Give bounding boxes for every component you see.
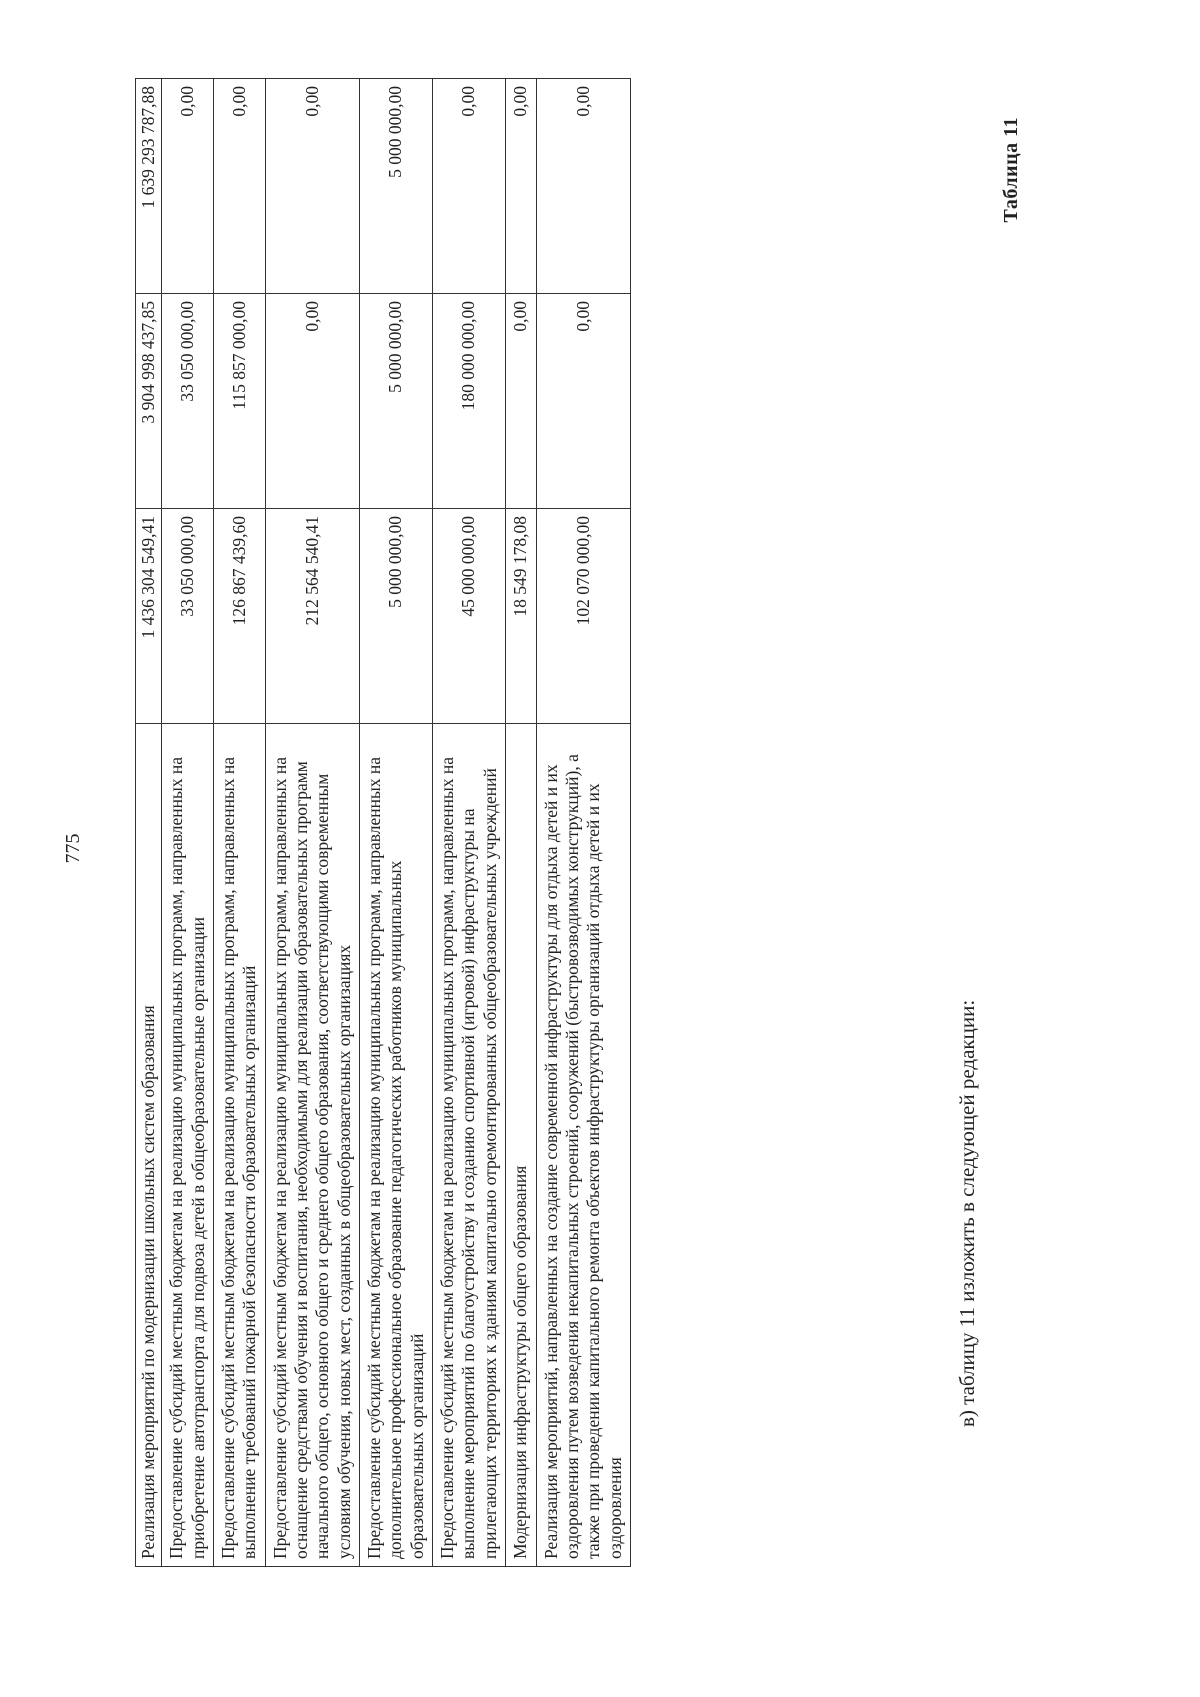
- amendment-intro-text: в) таблицу 11 изложить в следующей редакции:: [955, 999, 979, 1427]
- value-cell-2: 0,00: [536, 294, 630, 509]
- value-cell-3: 0,00: [506, 79, 536, 294]
- row-name-cell: Предоставление субсидий местным бюджетам на реализацию муниципальных программ, направленных на оснащение средствами обучения и воспитания, необходимыми для реализации образовательных программ начального общего, основного общего и среднего общего образования, соответствующими современным условиям обучения, новых мест, созданных в общеобразовательных организациях: [265, 724, 359, 1567]
- row-name-cell: Предоставление субсидий местным бюджетам на реализацию муниципальных программ, направленных на дополнительное профессиональное образование педагогических работников муниципальных образовательных организаций: [360, 724, 433, 1567]
- row-name-cell: Реализация мероприятий, направленных на создание современной инфраструктуры для отдыха детей и их оздоровления путем возведения некапитальных строений, сооружений (быстровозводимых конструкций), а также при проведении капитального ремонта объектов инфраструктуры организаций отдыха детей и их оздоровления: [536, 724, 630, 1567]
- value-cell-2: 33 050 000,00: [162, 294, 214, 509]
- value-cell-3: 0,00: [214, 79, 266, 294]
- value-cell-3: 5 000 000,00: [360, 79, 433, 294]
- row-name-cell: Предоставление субсидий местным бюджетам на реализацию муниципальных программ, направленных на приобретение автотранспорта для подвоза детей в общеобразовательные организации: [162, 724, 214, 1567]
- table-row: [214, 79, 266, 1567]
- table-row: [162, 79, 214, 1567]
- value-cell-1: 5 000 000,00: [360, 509, 433, 724]
- row-name-cell: Модернизация инфраструктуры общего образования: [506, 724, 536, 1567]
- value-cell-1: 1 436 304 549,41: [136, 509, 162, 724]
- value-cell-2: 180 000 000,00: [433, 294, 506, 509]
- value-cell-2: 5 000 000,00: [360, 294, 433, 509]
- value-cell-1: 102 070 000,00: [536, 509, 630, 724]
- value-cell-3: 0,00: [536, 79, 630, 294]
- value-cell-2: 115 857 000,00: [214, 294, 266, 509]
- table-row: [536, 79, 630, 1567]
- value-cell-3: 0,00: [162, 79, 214, 294]
- value-cell-3: 0,00: [265, 79, 359, 294]
- row-name-cell: Предоставление субсидий местным бюджетам на реализацию муниципальных программ, направленных на выполнение мероприятий по благоустройству и созданию спортивной (игровой) инфраструктуры на прилегающих территориях к зданиям капитально отремонтированных общеобразовательных учреждений: [433, 724, 506, 1567]
- row-name-cell: Реализация мероприятий по модернизации школьных систем образования: [136, 724, 162, 1567]
- value-cell-1: 126 867 439,60: [214, 509, 266, 724]
- row-name-cell: Предоставление субсидий местным бюджетам на реализацию муниципальных программ, направленных на выполнение требований пожарной безопасности образовательных организаций: [214, 724, 266, 1567]
- value-cell-3: 0,00: [433, 79, 506, 294]
- value-cell-3: 1 639 293 787,88: [136, 79, 162, 294]
- table-row: [433, 79, 506, 1567]
- value-cell-1: 18 549 178,08: [506, 509, 536, 724]
- table-caption: Таблица 11: [1000, 117, 1022, 223]
- table-row: [360, 79, 433, 1567]
- table-row-section-header: [136, 79, 162, 1567]
- table-row: [265, 79, 359, 1567]
- value-cell-2: 0,00: [265, 294, 359, 509]
- table-row: [506, 79, 536, 1567]
- page-number: 775: [62, 833, 84, 864]
- value-cell-1: 33 050 000,00: [162, 509, 214, 724]
- value-cell-2: 0,00: [506, 294, 536, 509]
- value-cell-1: 212 564 540,41: [265, 509, 359, 724]
- value-cell-1: 45 000 000,00: [433, 509, 506, 724]
- value-cell-2: 3 904 998 437,85: [136, 294, 162, 509]
- budget-table: [135, 78, 631, 1567]
